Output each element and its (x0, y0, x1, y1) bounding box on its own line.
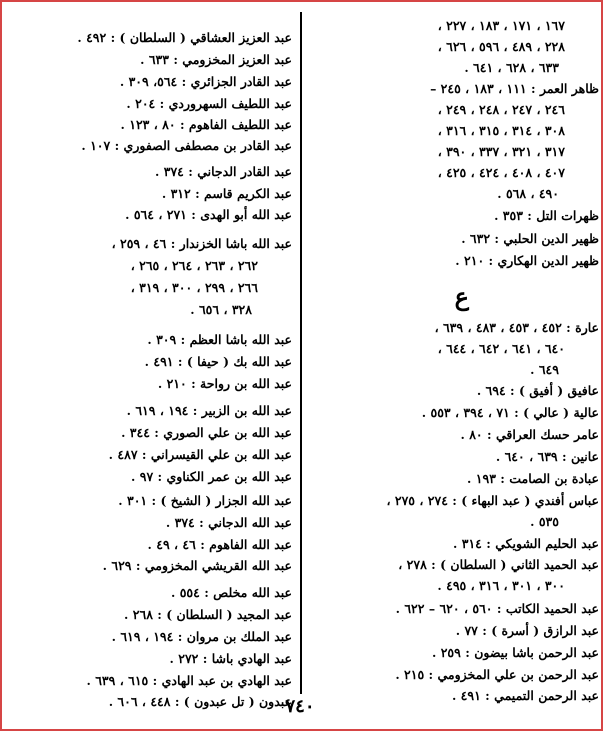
index-entry: عبد الله الفاهوم : ٤٦ ، ٤٩ . (147, 537, 292, 552)
index-entry: عبد العزيز العشاقي ( السلطان ) : ٤٩٢ . (77, 30, 292, 45)
index-line: ١٦٧ ، ١٧١ ، ١٨٣ ، ٢٢٧ ، (437, 18, 565, 33)
index-entry: عبد اللطيف السهروردي : ٢٠٤ . (126, 96, 292, 111)
index-line: ٤٩٠ ، ٥٦٨ . (497, 186, 559, 201)
index-line: ٣٢٨ ، ٦٥٦ . (190, 302, 252, 317)
index-entry: عارة : ٤٥٢ ، ٤٥٣ ، ٤٨٣ ، ٦٣٩ ، (434, 320, 599, 335)
index-entry: عبد الهادي بن عبد الهادي : ٦١٥ ، ٦٣٩ . (86, 673, 292, 688)
index-entry: عبد الله الدجاني : ٣٧٤ . (165, 515, 292, 530)
index-entry: عبد الله بن رواحة : ٢١٠ . (157, 376, 292, 391)
index-entry: عبد الرحمن بن علي المخزومي : ٢١٥ . (395, 667, 599, 682)
index-entry: عبد الرحمن التميمي : ٤٩١ . (451, 688, 599, 703)
index-entry: عبد الله باشا الخزندار : ٤٦ ، ٢٥٩ ، (111, 236, 292, 251)
index-entry: ظهرات التل : ٣٥٣ . (494, 208, 599, 223)
index-entry: عبد القادر بن مصطفى الصفوري : ١٠٧ . (81, 138, 292, 153)
index-entry: عبد الرازق ( أسرة ) : ٧٧ . (455, 623, 599, 638)
index-entry: عافيق ( أفيق ) : ٦٩٤ . (476, 383, 599, 398)
index-entry: عبد الله بن علي الصوري : ٣٤٤ . (121, 425, 292, 440)
index-entry: عبد الله بن علي القيسراني : ٤٨٧ . (108, 447, 292, 462)
index-entry: عبد الله بن الزبير : ١٩٤ ، ٦١٩ . (126, 403, 292, 418)
index-entry: عبد الرحمن باشا بيضون : ٢٥٩ . (432, 645, 599, 660)
index-line: ٦٤٩ . (530, 362, 559, 377)
index-line: ٢٢٨ ، ٤٨٩ ، ٥٩٦ ، ٦٢٦ ، (437, 39, 565, 54)
index-entry: عبد الله بك ( حيفا ) : ٤٩١ . (144, 354, 292, 369)
section-letter: ع (454, 282, 469, 311)
index-entry: عبد الحميد الكاتب : ٥٦٠ ، ٦٢٠ – ٦٢٢ . (395, 601, 599, 616)
index-entry: عبد المجيد ( السلطان ) : ٢٦٨ . (124, 607, 292, 622)
index-entry: عبد الله مخلص : ٥٥٤ . (170, 585, 292, 600)
index-line: ٣٠٠ ، ٣٠١ ، ٣١٦ ، ٤٩٥ . (437, 578, 565, 593)
index-entry: عبد اللطيف الفاهوم : ٨٠ ، ١٢٣ . (120, 117, 292, 132)
index-line: ٣٠٨ ، ٣١٤ ، ٣١٥ ، ٣١٦ ، (437, 123, 565, 138)
index-entry: عانين : ٦٣٩ ، ٦٤٠ . (495, 449, 599, 464)
index-entry: عبد الله بن عمر الكناوي : ٩٧ . (131, 469, 292, 484)
index-entry: ظهير الدين الحلبي : ٦٣٢ . (461, 231, 599, 246)
index-entry: عبادة بن الصامت : ١٩٣ . (467, 471, 599, 486)
index-entry: عباس أفندي ( عبد البهاء ) : ٢٧٤ ، ٢٧٥ ، (386, 493, 599, 508)
index-line: ٦٣٣ ، ٦٢٨ ، ٦٤١ . (464, 60, 559, 75)
index-line: ٤٠٧ ، ٤٠٨ ، ٤٢٤ ، ٤٢٥ ، (437, 165, 565, 180)
index-entry: ظهير الدين الهكاري : ٢١٠ . (455, 253, 599, 268)
index-entry: عبد الكريم قاسم : ٣١٢ . (161, 186, 292, 201)
index-entry: عبد الحليم الشويكي : ٣١٤ . (453, 536, 599, 551)
index-entry: عبد الهادي باشا : ٢٧٢ . (169, 651, 292, 666)
index-entry: ظاهر العمر : ١١١ ، ١٨٣ ، ٢٤٥ – (430, 81, 599, 96)
index-entry: عبد العزيز المخزومي : ٦٣٣ . (140, 52, 292, 67)
index-entry: عالية ( عالي ) : ٧١ ، ٣٩٤ ، ٥٥٣ . (421, 405, 599, 420)
index-entry: عبد الحميد الثاني ( السلطان ) : ٢٧٨ ، (398, 557, 599, 572)
index-entry: عبد الله أبو الهدى : ٢٧١ ، ٥٦٤ . (125, 207, 292, 222)
index-line: ٢٦٢ ، ٢٦٣ ، ٢٦٤ ، ٢٦٥ ، (130, 258, 258, 273)
index-entry: عبد القادر الدجاني : ٣٧٤ . (155, 164, 292, 179)
page-number: ٧٤٠ (285, 696, 315, 717)
index-line: ٣١٧ ، ٣٢١ ، ٣٣٧ ، ٣٩٠ ، (437, 144, 565, 159)
index-entry: عبد الملك بن مروان : ١٩٤ ، ٦١٩ . (111, 629, 292, 644)
index-line: ٥٣٥ . (530, 514, 559, 529)
column-divider (300, 12, 302, 694)
index-entry: عامر حسك العراقي : ٨٠ . (460, 427, 599, 442)
index-entry: عبد الله باشا العظم : ٣٠٩ . (147, 332, 292, 347)
index-line: ٢٤٦ ، ٢٤٧ ، ٢٤٨ ، ٢٤٩ ، (437, 102, 565, 117)
index-line: ٦٤٠ ، ٦٤١ ، ٦٤٢ ، ٦٤٤ ، (437, 341, 565, 356)
index-entry: عبد القادر الجزائري : ٥٦٤، ٣٠٩ . (119, 74, 292, 89)
index-line: ٢٦٦ ، ٢٩٩ ، ٣٠٠ ، ٣١٩ ، (130, 280, 258, 295)
index-entry: عبد الله القريشي المخزومي : ٦٢٩ . (102, 558, 292, 573)
index-entry: عبد الله الجزار ( الشيخ ) : ٣٠١ . (118, 493, 292, 508)
index-entry: عبدون ( تل عبدون ) : ٤٤٨ ، ٦٠٦ . (108, 694, 292, 709)
